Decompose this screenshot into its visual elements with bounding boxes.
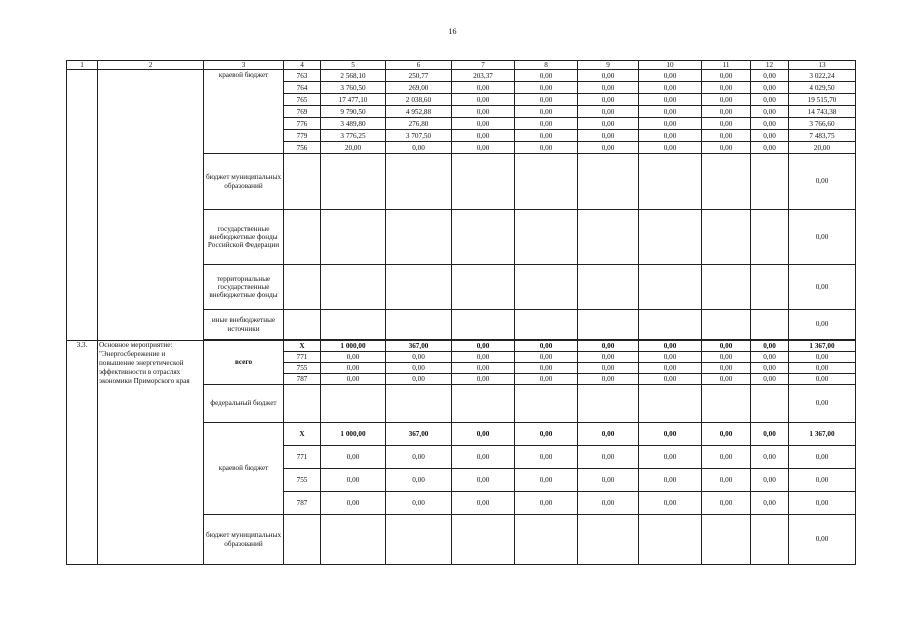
kraevoy2-label: краевой бюджет xyxy=(204,423,284,515)
value-cell: 0,00 xyxy=(639,374,702,385)
header-row xyxy=(67,61,856,70)
code-cell: 776 xyxy=(284,118,321,130)
gos-total: 0,00 xyxy=(789,210,856,265)
value-cell: 9 790,50 xyxy=(321,106,386,118)
mun-total: 0,00 xyxy=(789,154,856,210)
header-cell: 13 xyxy=(789,61,856,70)
value-cell: 0,00 xyxy=(751,118,789,130)
value-cell: 0,00 xyxy=(702,492,751,515)
table-row xyxy=(67,341,856,352)
value-cell: 0,00 xyxy=(515,94,578,106)
code-cell: 763 xyxy=(284,70,321,82)
value-cell: 0,00 xyxy=(452,106,515,118)
value-cell: 0,00 xyxy=(578,363,639,374)
value-cell: 0,00 xyxy=(578,142,639,154)
code-cell: 755 xyxy=(284,363,321,374)
value-cell: 0,00 xyxy=(789,374,856,385)
header-cell: 2 xyxy=(98,61,204,70)
value-cell: 0,00 xyxy=(452,469,515,492)
value-cell: 0,00 xyxy=(639,363,702,374)
value-cell: 0,00 xyxy=(452,363,515,374)
value-cell: 0,00 xyxy=(452,142,515,154)
value-cell: 0,00 xyxy=(321,374,386,385)
code-cell: 787 xyxy=(284,492,321,515)
value-cell: 0,00 xyxy=(578,106,639,118)
value-cell: 4 029,50 xyxy=(789,82,856,94)
code-cell: 771 xyxy=(284,446,321,469)
value-cell: 0,00 xyxy=(639,70,702,82)
value-cell: 0,00 xyxy=(386,363,452,374)
table-body xyxy=(67,61,856,565)
value-cell: 0,00 xyxy=(515,374,578,385)
gos-label: государственные внебюджетные фонды Российской Федерации xyxy=(204,210,284,265)
value-cell: 0,00 xyxy=(386,446,452,469)
value-cell: 0,00 xyxy=(702,423,751,446)
value-cell: 0,00 xyxy=(515,423,578,446)
header-cell: 10 xyxy=(639,61,702,70)
value-cell: 0,00 xyxy=(639,130,702,142)
value-cell: 0,00 xyxy=(515,118,578,130)
value-cell: 0,00 xyxy=(452,130,515,142)
value-cell: 0,00 xyxy=(515,352,578,363)
value-cell: 0,00 xyxy=(751,352,789,363)
terr-total: 0,00 xyxy=(789,265,856,310)
value-cell: 0,00 xyxy=(751,130,789,142)
value-cell: 0,00 xyxy=(639,423,702,446)
value-cell: 0,00 xyxy=(321,363,386,374)
value-cell: 0,00 xyxy=(639,118,702,130)
value-cell: 0,00 xyxy=(452,118,515,130)
value-cell: 0,00 xyxy=(639,142,702,154)
code-cell: 765 xyxy=(284,94,321,106)
header-cell: 11 xyxy=(702,61,751,70)
value-cell: 0,00 xyxy=(751,423,789,446)
col1-cell xyxy=(67,70,98,341)
value-cell: 3 766,60 xyxy=(789,118,856,130)
value-cell: 1 367,00 xyxy=(789,341,856,352)
value-cell: 3 489,80 xyxy=(321,118,386,130)
value-cell: 0,00 xyxy=(452,352,515,363)
value-cell: 0,00 xyxy=(751,469,789,492)
value-cell: 0,00 xyxy=(515,142,578,154)
value-cell: 0,00 xyxy=(515,492,578,515)
value-cell: 0,00 xyxy=(578,82,639,94)
value-cell: 0,00 xyxy=(578,94,639,106)
value-cell: 4 952,88 xyxy=(386,106,452,118)
value-cell: 367,00 xyxy=(386,341,452,352)
value-cell: 0,00 xyxy=(578,423,639,446)
code-cell: 779 xyxy=(284,130,321,142)
inye-total: 0,00 xyxy=(789,310,856,340)
code-cell: 771 xyxy=(284,352,321,363)
value-cell: 0,00 xyxy=(386,469,452,492)
value-cell: 0,00 xyxy=(578,70,639,82)
value-cell: 0,00 xyxy=(751,374,789,385)
value-cell: 0,00 xyxy=(639,492,702,515)
mun-label: бюджет муниципальных образований xyxy=(204,154,284,210)
value-cell: 0,00 xyxy=(751,106,789,118)
value-cell: 0,00 xyxy=(515,106,578,118)
value-cell: 0,00 xyxy=(452,341,515,352)
fed-label: федеральный бюджет xyxy=(204,385,284,423)
value-cell: 0,00 xyxy=(639,94,702,106)
code-cell: 769 xyxy=(284,106,321,118)
value-cell: 0,00 xyxy=(578,492,639,515)
value-cell: 0,00 xyxy=(639,352,702,363)
value-cell: 0,00 xyxy=(789,492,856,515)
value-cell: 0,00 xyxy=(578,130,639,142)
value-cell: 0,00 xyxy=(321,469,386,492)
value-cell: 2 038,60 xyxy=(386,94,452,106)
value-cell: 0,00 xyxy=(789,363,856,374)
value-cell: 0,00 xyxy=(639,446,702,469)
value-cell: 0,00 xyxy=(578,118,639,130)
value-cell: 0,00 xyxy=(702,446,751,469)
value-cell: 3 760,50 xyxy=(321,82,386,94)
value-cell: 0,00 xyxy=(578,469,639,492)
value-cell: 0,00 xyxy=(515,70,578,82)
value-cell: 0,00 xyxy=(789,469,856,492)
col2-cell xyxy=(98,70,204,341)
value-cell: 276,80 xyxy=(386,118,452,130)
value-cell: 0,00 xyxy=(386,352,452,363)
value-cell: 1 000,00 xyxy=(321,423,386,446)
header-cell: 5 xyxy=(321,61,386,70)
value-cell: 367,00 xyxy=(386,423,452,446)
value-cell: 203,37 xyxy=(452,70,515,82)
code-cell: X xyxy=(284,341,321,352)
value-cell: 0,00 xyxy=(515,363,578,374)
section-name: Основное мероприятие: "Энергосбережение и повышение энергетической эффективности в отраслях экономики Приморского края xyxy=(98,341,204,565)
value-cell: 0,00 xyxy=(321,492,386,515)
value-cell: 0,00 xyxy=(639,341,702,352)
value-cell: 0,00 xyxy=(702,142,751,154)
code-cell: 756 xyxy=(284,142,321,154)
value-cell: 3 022,24 xyxy=(789,70,856,82)
value-cell: 0,00 xyxy=(751,142,789,154)
mun2-label: бюджет муниципальных образований xyxy=(204,515,284,565)
value-cell: 0,00 xyxy=(386,374,452,385)
value-cell: 0,00 xyxy=(751,363,789,374)
value-cell: 0,00 xyxy=(639,469,702,492)
page-number: 16 xyxy=(448,27,457,36)
value-cell: 0,00 xyxy=(515,82,578,94)
value-cell: 0,00 xyxy=(515,341,578,352)
value-cell: 250,77 xyxy=(386,70,452,82)
value-cell: 0,00 xyxy=(789,352,856,363)
value-cell: 0,00 xyxy=(452,374,515,385)
value-cell: 2 568,10 xyxy=(321,70,386,82)
value-cell: 20,00 xyxy=(789,142,856,154)
value-cell: 0,00 xyxy=(639,82,702,94)
value-cell: 0,00 xyxy=(751,446,789,469)
value-cell: 0,00 xyxy=(751,492,789,515)
value-cell: 0,00 xyxy=(452,94,515,106)
value-cell: 0,00 xyxy=(515,469,578,492)
header-cell: 4 xyxy=(284,61,321,70)
header-cell: 6 xyxy=(386,61,452,70)
value-cell: 0,00 xyxy=(751,341,789,352)
value-cell: 0,00 xyxy=(751,70,789,82)
value-cell: 0,00 xyxy=(702,341,751,352)
value-cell: 0,00 xyxy=(702,94,751,106)
value-cell: 0,00 xyxy=(702,82,751,94)
fed-total: 0,00 xyxy=(789,385,856,423)
header-cell: 7 xyxy=(452,61,515,70)
value-cell: 0,00 xyxy=(515,130,578,142)
value-cell: 0,00 xyxy=(321,446,386,469)
value-cell: 0,00 xyxy=(386,142,452,154)
code-cell: 787 xyxy=(284,374,321,385)
value-cell: 0,00 xyxy=(789,446,856,469)
value-cell: 20,00 xyxy=(321,142,386,154)
code-cell: 755 xyxy=(284,469,321,492)
value-cell: 0,00 xyxy=(702,363,751,374)
header-cell: 1 xyxy=(67,61,98,70)
value-cell: 0,00 xyxy=(452,492,515,515)
value-cell: 7 483,75 xyxy=(789,130,856,142)
value-cell: 0,00 xyxy=(515,446,578,469)
code-cell: 764 xyxy=(284,82,321,94)
value-cell: 0,00 xyxy=(702,130,751,142)
vsego-label: всего xyxy=(204,341,284,385)
code-cell: X xyxy=(284,423,321,446)
mun2-total: 0,00 xyxy=(789,515,856,565)
value-cell: 3 707,50 xyxy=(386,130,452,142)
value-cell: 0,00 xyxy=(702,469,751,492)
value-cell: 0,00 xyxy=(578,341,639,352)
inye-label: иные внебюджетные источники xyxy=(204,310,284,340)
value-cell: 0,00 xyxy=(578,446,639,469)
value-cell: 0,00 xyxy=(751,82,789,94)
value-cell: 3 776,25 xyxy=(321,130,386,142)
value-cell: 0,00 xyxy=(702,118,751,130)
terr-label: территориальные государственные внебюджетные фонды xyxy=(204,265,284,310)
value-cell: 19 515,70 xyxy=(789,94,856,106)
value-cell: 0,00 xyxy=(578,374,639,385)
value-cell: 0,00 xyxy=(386,492,452,515)
value-cell: 0,00 xyxy=(452,423,515,446)
value-cell: 1 000,00 xyxy=(321,341,386,352)
value-cell: 0,00 xyxy=(639,106,702,118)
budget-table xyxy=(66,60,856,565)
value-cell: 0,00 xyxy=(578,352,639,363)
value-cell: 0,00 xyxy=(751,94,789,106)
value-cell: 1 367,00 xyxy=(789,423,856,446)
value-cell: 0,00 xyxy=(702,70,751,82)
kraevoy-label: краевой бюджет xyxy=(204,70,284,154)
value-cell: 0,00 xyxy=(321,352,386,363)
value-cell: 14 743,38 xyxy=(789,106,856,118)
header-cell: 3 xyxy=(204,61,284,70)
value-cell: 269,00 xyxy=(386,82,452,94)
value-cell: 0,00 xyxy=(452,82,515,94)
header-cell: 12 xyxy=(751,61,789,70)
value-cell: 0,00 xyxy=(702,352,751,363)
value-cell: 0,00 xyxy=(702,374,751,385)
header-cell: 9 xyxy=(578,61,639,70)
value-cell: 0,00 xyxy=(702,106,751,118)
header-cell: 8 xyxy=(515,61,578,70)
value-cell: 17 477,10 xyxy=(321,94,386,106)
table-row xyxy=(67,70,856,82)
section-number: 3.3. xyxy=(67,341,98,565)
value-cell: 0,00 xyxy=(452,446,515,469)
